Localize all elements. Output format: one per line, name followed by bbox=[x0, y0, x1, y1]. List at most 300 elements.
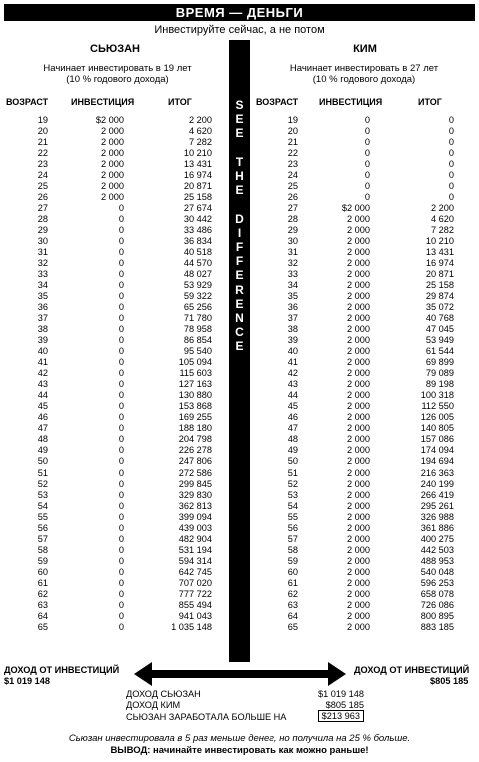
kim-investment-cell: 2 000 bbox=[347, 280, 370, 291]
kim-investment-cell: 2 000 bbox=[347, 379, 370, 390]
susan-total-cell: 169 255 bbox=[178, 412, 212, 423]
susan-age-cell: 51 bbox=[37, 467, 48, 478]
kim-total-cell: 20 871 bbox=[425, 269, 454, 280]
kim-total-cell: 157 086 bbox=[420, 434, 454, 445]
susan-investment-cell: 0 bbox=[118, 379, 124, 390]
kim-age-cell: 47 bbox=[287, 423, 298, 434]
kim-investment-cell: 2 000 bbox=[347, 214, 370, 225]
susan-total-cell: 40 518 bbox=[183, 247, 212, 258]
kim-investment-cell: 2 000 bbox=[347, 555, 370, 566]
susan-name: СЬЮЗАН bbox=[90, 43, 140, 55]
kim-total-cell: 266 419 bbox=[420, 489, 454, 500]
kim-total-cell: 0 bbox=[448, 170, 454, 181]
susan-age-cell: 19 bbox=[37, 115, 48, 125]
susan-total-cell: 105 094 bbox=[178, 357, 212, 368]
kim-investment-cell: 2 000 bbox=[347, 335, 370, 346]
divider-letter: N bbox=[235, 311, 244, 326]
susan-age-cell: 52 bbox=[37, 478, 48, 489]
kim-investment-cell: 2 000 bbox=[347, 247, 370, 258]
susan-age-cell: 43 bbox=[37, 379, 48, 390]
susan-investment-cell: 0 bbox=[118, 203, 124, 214]
kim-investment-cell: 2 000 bbox=[347, 412, 370, 423]
kim-investment-cell: 2 000 bbox=[347, 258, 370, 269]
susan-investment-cell: 0 bbox=[118, 522, 124, 533]
susan-age-cell: 29 bbox=[37, 225, 48, 236]
kim-total-cell: 29 874 bbox=[425, 291, 454, 302]
kim-total-cell: 0 bbox=[448, 115, 454, 125]
susan-investment-cell: $2 000 bbox=[95, 115, 124, 125]
kim-investment-cell: 2 000 bbox=[347, 544, 370, 555]
susan-total-cell: 36 834 bbox=[183, 236, 212, 247]
kim-total-cell: 442 503 bbox=[420, 544, 454, 555]
susan-total-cell: 53 929 bbox=[183, 280, 212, 291]
kim-total-cell: 47 045 bbox=[425, 324, 454, 335]
susan-investment-cell: 0 bbox=[118, 280, 124, 291]
kim-note-line2: (10 % годового дохода) bbox=[312, 74, 416, 85]
susan-age-cell: 54 bbox=[37, 500, 48, 511]
susan-age-cell: 30 bbox=[37, 236, 48, 247]
susan-total-cell: 188 180 bbox=[178, 423, 212, 434]
susan-investment-cell: 2 000 bbox=[101, 192, 124, 203]
kim-age-cell: 27 bbox=[287, 203, 298, 214]
susan-total-cell: 362 813 bbox=[178, 500, 212, 511]
susan-total-cell: 48 027 bbox=[183, 269, 212, 280]
susan-investment-cell: 0 bbox=[118, 269, 124, 280]
kim-investment-cell: 2 000 bbox=[347, 346, 370, 357]
kim-investment-cell: 2 000 bbox=[347, 368, 370, 379]
footer-conclusion-label: ВЫВОД: bbox=[110, 745, 151, 756]
kim-age-cell: 36 bbox=[287, 302, 298, 313]
susan-age-cell: 50 bbox=[37, 456, 48, 467]
summary-diff-value bbox=[318, 711, 364, 721]
divider-letter: E bbox=[235, 339, 244, 354]
susan-total-cell: 531 194 bbox=[178, 544, 212, 555]
susan-age-cell: 41 bbox=[37, 357, 48, 368]
summary-susan-label: ДОХОД СЬЮЗАН bbox=[126, 689, 201, 699]
susan-total-cell: 71 780 bbox=[183, 313, 212, 324]
kim-note bbox=[254, 63, 474, 85]
kim-investment-cell: 2 000 bbox=[347, 302, 370, 313]
kim-investment-cell: 0 bbox=[364, 148, 370, 159]
susan-age-cell: 45 bbox=[37, 401, 48, 412]
susan-total-cell: 855 494 bbox=[178, 599, 212, 610]
kim-total-cell: 658 078 bbox=[420, 588, 454, 599]
kim-investment-cell: 0 bbox=[364, 137, 370, 148]
kim-total-cell: 2 200 bbox=[431, 203, 454, 214]
kim-investment-cell: 2 000 bbox=[347, 324, 370, 335]
susan-age-cell: 57 bbox=[37, 533, 48, 544]
susan-investment-cell: 0 bbox=[118, 500, 124, 511]
kim-age-cell: 40 bbox=[287, 346, 298, 357]
kim-header-age: ВОЗРАСТ bbox=[256, 97, 299, 107]
susan-age-cell: 46 bbox=[37, 412, 48, 423]
susan-age-cell: 53 bbox=[37, 489, 48, 500]
kim-age-cell: 50 bbox=[287, 456, 298, 467]
susan-total-cell: 226 278 bbox=[178, 445, 212, 456]
kim-total-cell: 16 974 bbox=[425, 258, 454, 269]
susan-total-cell: 482 904 bbox=[178, 533, 212, 544]
kim-age-cell: 51 bbox=[287, 467, 298, 478]
susan-investment-cell: 0 bbox=[118, 324, 124, 335]
kim-header-investment: ИНВЕСТИЦИЯ bbox=[319, 97, 383, 107]
kim-age-cell: 54 bbox=[287, 500, 298, 511]
kim-investment-cell: 0 bbox=[364, 181, 370, 192]
susan-note-line1: Начинает инвестировать в 19 лет bbox=[43, 63, 192, 74]
divider-letter: E bbox=[235, 296, 244, 311]
susan-total-cell: 247 806 bbox=[178, 456, 212, 467]
susan-total-cell: 399 094 bbox=[178, 511, 212, 522]
kim-investment-cell: 2 000 bbox=[347, 599, 370, 610]
susan-investment-cell: 0 bbox=[118, 368, 124, 379]
kim-investment-cell: 2 000 bbox=[347, 434, 370, 445]
kim-investment-cell: 0 bbox=[364, 170, 370, 181]
kim-age-cell: 43 bbox=[287, 379, 298, 390]
kim-total-cell: 216 363 bbox=[420, 467, 454, 478]
susan-investment-cell: 0 bbox=[118, 225, 124, 236]
susan-total-cell: 299 845 bbox=[178, 478, 212, 489]
susan-total-cell: 25 158 bbox=[183, 192, 212, 203]
susan-age-cell: 37 bbox=[37, 313, 48, 324]
kim-total-column bbox=[400, 115, 454, 633]
kim-total-cell: 540 048 bbox=[420, 566, 454, 577]
divider-letter: E bbox=[235, 112, 244, 127]
kim-total-cell: 53 949 bbox=[425, 335, 454, 346]
kim-age-cell: 49 bbox=[287, 445, 298, 456]
kim-age-cell: 25 bbox=[287, 181, 298, 192]
susan-age-cell: 65 bbox=[37, 621, 48, 632]
susan-total-cell: 95 540 bbox=[183, 346, 212, 357]
susan-total-cell: 329 830 bbox=[178, 489, 212, 500]
kim-total-cell: 596 253 bbox=[420, 577, 454, 588]
kim-investment-cell: $2 000 bbox=[341, 203, 370, 214]
susan-investment-cell: 0 bbox=[118, 610, 124, 621]
susan-age-cell: 40 bbox=[37, 346, 48, 357]
kim-investment-column bbox=[318, 115, 370, 633]
divider-text bbox=[229, 98, 250, 354]
susan-total-cell: 20 871 bbox=[183, 181, 212, 192]
susan-age-cell: 62 bbox=[37, 588, 48, 599]
susan-total-cell: 7 282 bbox=[189, 137, 212, 148]
kim-age-cell: 62 bbox=[287, 588, 298, 599]
kim-age-cell: 61 bbox=[287, 577, 298, 588]
kim-investment-cell: 2 000 bbox=[347, 313, 370, 324]
susan-investment-cell: 0 bbox=[118, 313, 124, 324]
susan-age-cell: 24 bbox=[37, 170, 48, 181]
susan-age-cell: 32 bbox=[37, 258, 48, 269]
kim-investment-cell: 0 bbox=[364, 192, 370, 203]
susan-investment-column bbox=[70, 115, 124, 633]
susan-total-cell: 707 020 bbox=[178, 577, 212, 588]
kim-total-cell: 295 261 bbox=[420, 500, 454, 511]
kim-total-cell: 326 988 bbox=[420, 511, 454, 522]
susan-age-cell: 21 bbox=[37, 137, 48, 148]
kim-age-cell: 33 bbox=[287, 269, 298, 280]
kim-investment-cell: 0 bbox=[364, 126, 370, 137]
susan-total-cell: 86 854 bbox=[183, 335, 212, 346]
kim-total-cell: 140 805 bbox=[420, 423, 454, 434]
divider-letter: E bbox=[235, 183, 244, 198]
susan-investment-cell: 0 bbox=[118, 588, 124, 599]
kim-investment-cell: 2 000 bbox=[347, 401, 370, 412]
kim-total-cell: 0 bbox=[448, 159, 454, 170]
divider-letter: F bbox=[235, 240, 244, 255]
divider-letter: D bbox=[235, 211, 244, 226]
susan-investment-cell: 0 bbox=[118, 390, 124, 401]
kim-age-cell: 57 bbox=[287, 533, 298, 544]
susan-age-cell: 39 bbox=[37, 335, 48, 346]
susan-total-cell: 4 620 bbox=[189, 126, 212, 137]
susan-investment-cell: 2 000 bbox=[101, 181, 124, 192]
susan-age-cell: 31 bbox=[37, 247, 48, 258]
susan-age-cell: 35 bbox=[37, 291, 48, 302]
susan-income-value: $1 019 148 bbox=[4, 676, 50, 686]
kim-total-cell: 488 953 bbox=[420, 555, 454, 566]
susan-investment-cell: 0 bbox=[118, 478, 124, 489]
kim-total-cell: 126 005 bbox=[420, 412, 454, 423]
kim-age-cell: 37 bbox=[287, 313, 298, 324]
susan-age-cell: 49 bbox=[37, 445, 48, 456]
kim-total-cell: 194 694 bbox=[420, 456, 454, 467]
susan-age-cell: 59 bbox=[37, 555, 48, 566]
susan-note-line2: (10 % годового дохода) bbox=[66, 74, 169, 85]
kim-total-cell: 4 620 bbox=[431, 214, 454, 225]
kim-total-cell: 25 158 bbox=[425, 280, 454, 291]
susan-total-cell: 44 570 bbox=[183, 258, 212, 269]
susan-total-cell: 13 431 bbox=[183, 159, 212, 170]
kim-age-column bbox=[256, 115, 298, 633]
susan-investment-cell: 0 bbox=[118, 555, 124, 566]
kim-investment-cell: 2 000 bbox=[347, 357, 370, 368]
susan-total-cell: 33 486 bbox=[183, 225, 212, 236]
susan-investment-cell: 0 bbox=[118, 302, 124, 313]
kim-total-cell: 10 210 bbox=[425, 236, 454, 247]
kim-age-cell: 58 bbox=[287, 544, 298, 555]
kim-age-cell: 24 bbox=[287, 170, 298, 181]
divider-letter: C bbox=[235, 325, 244, 340]
kim-total-cell: 69 899 bbox=[425, 357, 454, 368]
kim-investment-cell: 2 000 bbox=[347, 511, 370, 522]
susan-age-cell: 64 bbox=[37, 610, 48, 621]
susan-investment-cell: 0 bbox=[118, 511, 124, 522]
kim-total-cell: 0 bbox=[448, 181, 454, 192]
kim-age-cell: 65 bbox=[287, 621, 298, 632]
kim-age-cell: 21 bbox=[287, 137, 298, 148]
susan-investment-cell: 0 bbox=[118, 621, 124, 632]
kim-total-cell: 0 bbox=[448, 126, 454, 137]
kim-age-cell: 55 bbox=[287, 511, 298, 522]
susan-investment-cell: 0 bbox=[118, 434, 124, 445]
susan-total-cell: 127 163 bbox=[178, 379, 212, 390]
kim-age-cell: 48 bbox=[287, 434, 298, 445]
susan-age-cell: 61 bbox=[37, 577, 48, 588]
kim-investment-cell: 2 000 bbox=[347, 478, 370, 489]
susan-header-age: ВОЗРАСТ bbox=[6, 97, 49, 107]
susan-header-investment: ИНВЕСТИЦИЯ bbox=[71, 97, 135, 107]
susan-investment-cell: 0 bbox=[118, 236, 124, 247]
kim-total-cell: 35 072 bbox=[425, 302, 454, 313]
kim-header-total: ИТОГ bbox=[418, 97, 442, 107]
kim-age-cell: 56 bbox=[287, 522, 298, 533]
page-subtitle: Инвестируйте сейчас, а не потом bbox=[154, 24, 325, 36]
kim-name: КИМ bbox=[353, 43, 377, 55]
kim-income-label: ДОХОД ОТ ИНВЕСТИЦИЙ bbox=[354, 665, 470, 675]
kim-investment-cell: 2 000 bbox=[347, 566, 370, 577]
susan-age-cell: 48 bbox=[37, 434, 48, 445]
kim-total-cell: 883 185 bbox=[420, 621, 454, 632]
susan-note bbox=[10, 63, 225, 85]
susan-age-cell: 23 bbox=[37, 159, 48, 170]
kim-investment-cell: 2 000 bbox=[347, 269, 370, 280]
susan-header-total: ИТОГ bbox=[168, 97, 192, 107]
susan-investment-cell: 0 bbox=[118, 566, 124, 577]
kim-age-cell: 44 bbox=[287, 390, 298, 401]
susan-age-cell: 27 bbox=[37, 203, 48, 214]
kim-age-cell: 32 bbox=[287, 258, 298, 269]
kim-age-cell: 42 bbox=[287, 368, 298, 379]
kim-age-cell: 31 bbox=[287, 247, 298, 258]
divider-letter: T bbox=[235, 154, 244, 169]
kim-age-cell: 29 bbox=[287, 225, 298, 236]
kim-investment-cell: 2 000 bbox=[347, 500, 370, 511]
susan-investment-cell: 0 bbox=[118, 412, 124, 423]
susan-investment-cell: 0 bbox=[118, 335, 124, 346]
susan-total-column bbox=[150, 115, 212, 633]
kim-investment-cell: 2 000 bbox=[347, 390, 370, 401]
footer-conclusion bbox=[0, 745, 479, 756]
susan-investment-cell: 0 bbox=[118, 346, 124, 357]
susan-investment-cell: 0 bbox=[118, 445, 124, 456]
summary-diff-label: СЬЮЗАН ЗАРАБОТАЛА БОЛЬШЕ НА bbox=[126, 712, 287, 722]
kim-age-cell: 35 bbox=[287, 291, 298, 302]
kim-total-cell: 174 094 bbox=[420, 445, 454, 456]
kim-age-cell: 30 bbox=[287, 236, 298, 247]
susan-investment-cell: 2 000 bbox=[101, 126, 124, 137]
kim-age-cell: 64 bbox=[287, 610, 298, 621]
susan-age-cell: 38 bbox=[37, 324, 48, 335]
susan-age-cell: 44 bbox=[37, 390, 48, 401]
divider-letter: H bbox=[235, 169, 244, 184]
kim-total-cell: 7 282 bbox=[431, 225, 454, 236]
kim-total-cell: 89 198 bbox=[425, 379, 454, 390]
kim-age-cell: 52 bbox=[287, 478, 298, 489]
susan-investment-cell: 2 000 bbox=[101, 148, 124, 159]
divider-letter: R bbox=[235, 282, 244, 297]
kim-age-cell: 39 bbox=[287, 335, 298, 346]
kim-age-cell: 46 bbox=[287, 412, 298, 423]
kim-investment-cell: 0 bbox=[364, 115, 370, 125]
kim-total-cell: 800 895 bbox=[420, 610, 454, 621]
divider-letter: S bbox=[235, 98, 244, 112]
kim-total-cell: 61 544 bbox=[425, 346, 454, 357]
susan-total-cell: 115 603 bbox=[179, 368, 212, 379]
kim-investment-cell: 2 000 bbox=[347, 588, 370, 599]
susan-total-cell: 65 256 bbox=[183, 302, 212, 313]
kim-age-cell: 41 bbox=[287, 357, 298, 368]
divider-letter: E bbox=[235, 126, 244, 141]
susan-age-cell: 34 bbox=[37, 280, 48, 291]
kim-investment-cell: 2 000 bbox=[347, 621, 370, 632]
susan-investment-cell: 0 bbox=[118, 291, 124, 302]
kim-age-cell: 20 bbox=[287, 126, 298, 137]
kim-investment-cell: 2 000 bbox=[347, 467, 370, 478]
kim-total-cell: 400 275 bbox=[420, 533, 454, 544]
susan-income-label: ДОХОД ОТ ИНВЕСТИЦИЙ bbox=[4, 665, 120, 675]
kim-investment-cell: 2 000 bbox=[347, 225, 370, 236]
susan-total-cell: 941 043 bbox=[178, 610, 212, 621]
summary-kim-value: $805 185 bbox=[325, 700, 364, 710]
kim-total-cell: 240 199 bbox=[420, 478, 454, 489]
kim-total-cell: 0 bbox=[448, 148, 454, 159]
susan-total-cell: 2 200 bbox=[189, 115, 212, 125]
kim-investment-cell: 0 bbox=[364, 159, 370, 170]
kim-age-cell: 34 bbox=[287, 280, 298, 291]
susan-investment-cell: 0 bbox=[118, 533, 124, 544]
susan-age-cell: 63 bbox=[37, 599, 48, 610]
kim-age-cell: 22 bbox=[287, 148, 298, 159]
susan-age-cell: 33 bbox=[37, 269, 48, 280]
kim-total-cell: 40 768 bbox=[425, 313, 454, 324]
susan-age-cell: 47 bbox=[37, 423, 48, 434]
kim-investment-cell: 2 000 bbox=[347, 456, 370, 467]
kim-age-cell: 38 bbox=[287, 324, 298, 335]
susan-investment-cell: 0 bbox=[118, 258, 124, 269]
susan-age-cell: 25 bbox=[37, 181, 48, 192]
susan-age-cell: 26 bbox=[37, 192, 48, 203]
summary-diff-box: $213 963 bbox=[318, 710, 364, 722]
susan-age-cell: 55 bbox=[37, 511, 48, 522]
kim-investment-cell: 2 000 bbox=[347, 489, 370, 500]
kim-age-cell: 53 bbox=[287, 489, 298, 500]
susan-age-cell: 56 bbox=[37, 522, 48, 533]
susan-total-cell: 16 974 bbox=[183, 170, 212, 181]
kim-investment-cell: 2 000 bbox=[347, 445, 370, 456]
susan-total-cell: 594 314 bbox=[178, 555, 212, 566]
kim-age-cell: 28 bbox=[287, 214, 298, 225]
susan-total-cell: 10 210 bbox=[183, 148, 212, 159]
susan-investment-cell: 0 bbox=[118, 544, 124, 555]
kim-total-cell: 0 bbox=[448, 192, 454, 203]
susan-total-cell: 1 035 148 bbox=[171, 621, 212, 632]
susan-investment-cell: 0 bbox=[118, 357, 124, 368]
susan-age-cell: 60 bbox=[37, 566, 48, 577]
kim-total-cell: 79 089 bbox=[425, 368, 454, 379]
susan-total-cell: 439 003 bbox=[178, 522, 212, 533]
kim-investment-cell: 2 000 bbox=[347, 610, 370, 621]
kim-investment-cell: 2 000 bbox=[347, 423, 370, 434]
susan-total-cell: 59 322 bbox=[183, 291, 212, 302]
divider-letter: E bbox=[235, 268, 244, 283]
divider-letter: I bbox=[237, 225, 242, 240]
susan-investment-cell: 0 bbox=[118, 214, 124, 225]
susan-total-cell: 27 674 bbox=[183, 203, 212, 214]
susan-investment-cell: 2 000 bbox=[101, 159, 124, 170]
kim-age-cell: 19 bbox=[287, 115, 298, 125]
susan-age-cell: 22 bbox=[37, 148, 48, 159]
kim-total-cell: 112 550 bbox=[421, 401, 454, 412]
divider-letter bbox=[229, 141, 250, 155]
summary-susan-value: $1 019 148 bbox=[318, 689, 364, 699]
susan-investment-cell: 2 000 bbox=[101, 170, 124, 181]
susan-age-column bbox=[10, 115, 48, 633]
susan-investment-cell: 0 bbox=[118, 489, 124, 500]
susan-total-cell: 777 722 bbox=[178, 588, 212, 599]
susan-age-cell: 20 bbox=[37, 126, 48, 137]
kim-total-cell: 361 886 bbox=[420, 522, 454, 533]
divider-letter bbox=[229, 197, 250, 211]
susan-age-cell: 42 bbox=[37, 368, 48, 379]
susan-total-cell: 130 880 bbox=[178, 390, 212, 401]
susan-investment-cell: 0 bbox=[118, 456, 124, 467]
